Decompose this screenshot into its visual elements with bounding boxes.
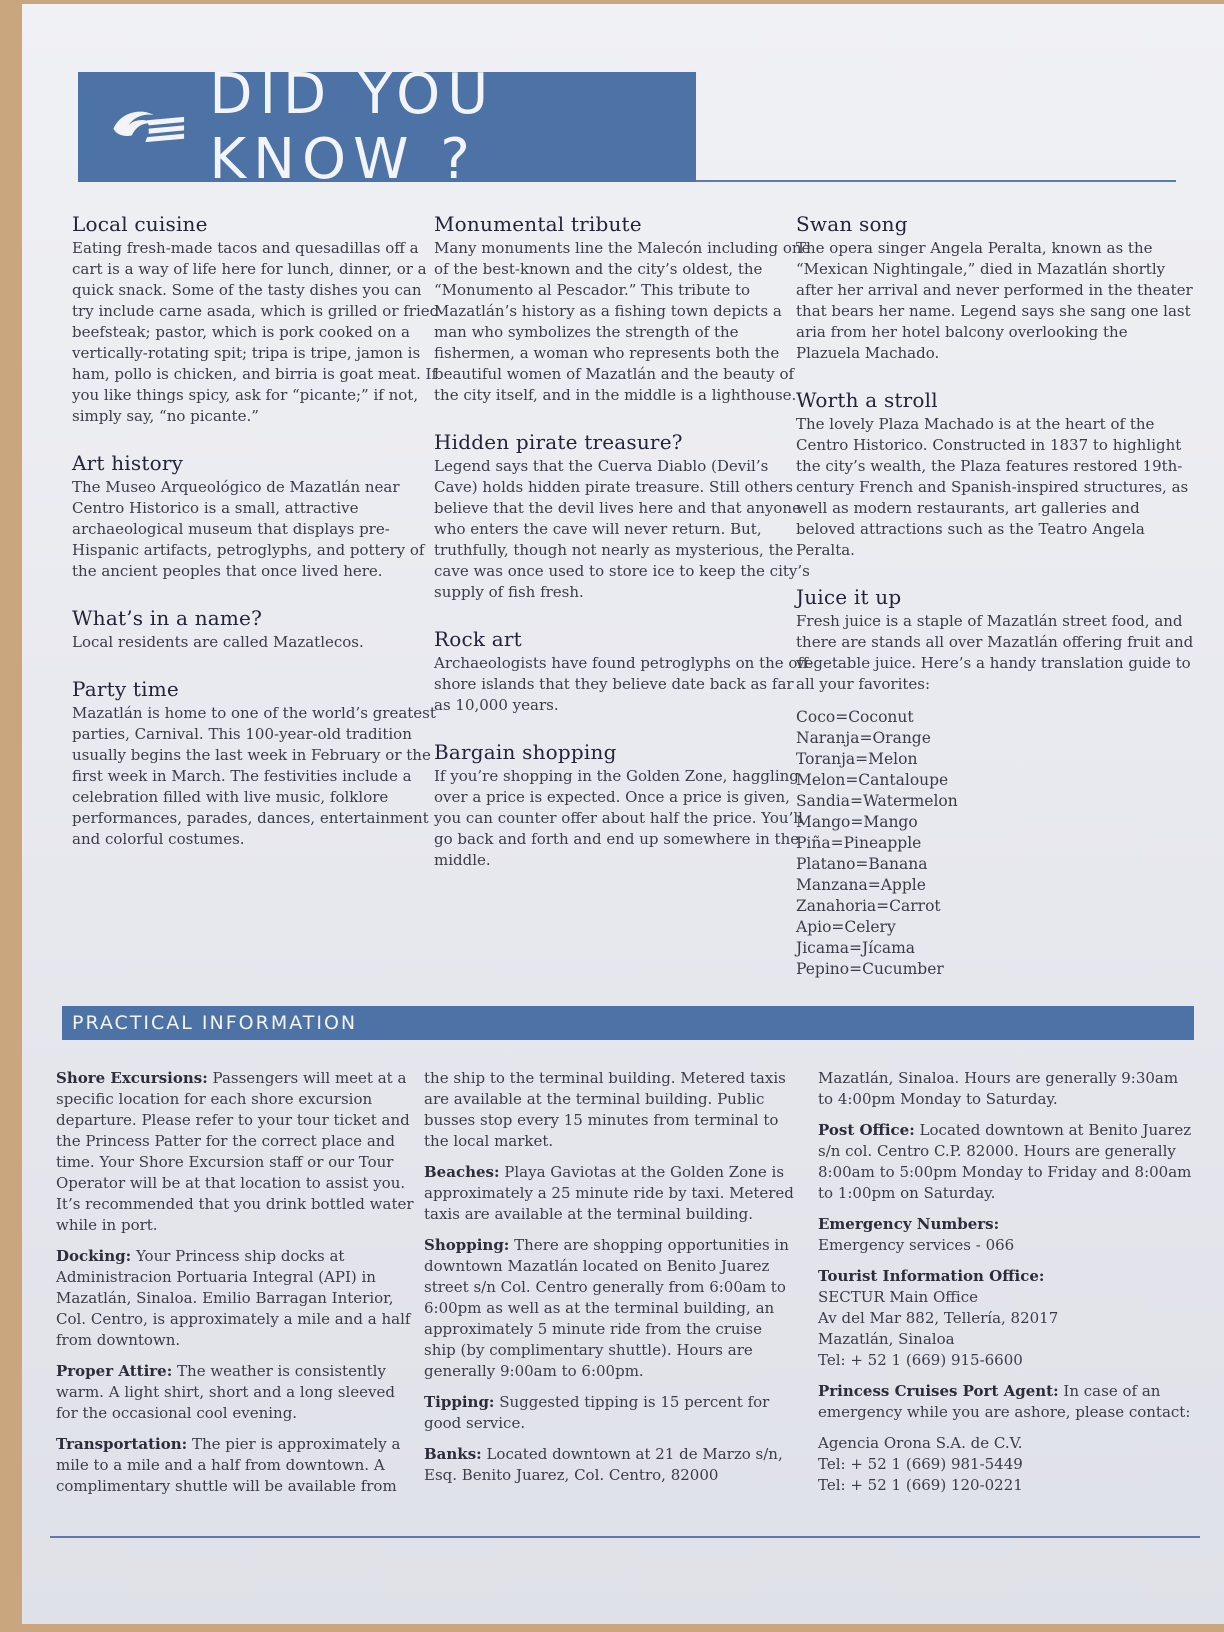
item-text: The pier is approximately a mile to a mile and a half from downtown. A complimentary shuttle will be available from xyxy=(56,1435,401,1495)
item-text: Your Princess ship docks at Administracion Portuaria Integral (API) in Mazatlán, Sinaloa. Emilio Barragan Interior, Col. Centro, is approximately a mile and a half from downtown. xyxy=(56,1247,411,1349)
section-monumental-tribute xyxy=(434,212,814,406)
section-heading: Rock art xyxy=(434,627,522,651)
practical-item-port-agent xyxy=(818,1381,1194,1496)
practical-information-bar xyxy=(62,1006,1194,1040)
section-heading: Juice it up xyxy=(796,585,902,609)
juice-translation-list xyxy=(796,707,1196,980)
list-item: Pepino=Cucumber xyxy=(796,960,944,978)
list-item: Sandia=Watermelon xyxy=(796,792,958,810)
item-text: Suggested tipping is 15 percent for good service. xyxy=(424,1393,770,1432)
practical-item xyxy=(56,1068,421,1236)
practical-item xyxy=(56,1361,421,1424)
list-item: Manzana=Apple xyxy=(796,876,926,894)
item-text: Located downtown at 21 de Marzo s/n, Esq. Benito Juarez, Col. Centro, 82000 xyxy=(424,1445,783,1484)
section-heading: Bargain shopping xyxy=(434,740,617,764)
column-3 xyxy=(796,212,1196,1004)
section-heading: Worth a stroll xyxy=(796,388,938,412)
practical-column-3 xyxy=(818,1068,1194,1506)
section-whats-in-a-name xyxy=(72,606,447,653)
list-item: Coco=Coconut xyxy=(796,708,914,726)
item-label: Transportation: xyxy=(56,1435,188,1453)
practical-item xyxy=(818,1068,1194,1110)
item-text: Mazatlán, Sinaloa xyxy=(818,1330,955,1348)
item-text: Tel: + 52 1 (669) 981-5449 xyxy=(818,1455,1023,1473)
item-text: the ship to the terminal building. Metered taxis are available at the terminal building. Public busses stop every 15 minutes from terminal to the local market. xyxy=(424,1069,786,1150)
item-text: Tel: + 52 1 (669) 915-6600 xyxy=(818,1351,1023,1369)
practical-item xyxy=(424,1162,794,1225)
section-local-cuisine xyxy=(72,212,447,427)
item-text: Av del Mar 882, Tellería, 82017 xyxy=(818,1309,1059,1327)
banner-rule xyxy=(696,180,1176,182)
item-label: Beaches: xyxy=(424,1163,500,1181)
section-heading: Party time xyxy=(72,677,179,701)
section-body: Fresh juice is a staple of Mazatlán street food, and there are stands all over Mazatlán offering fruit and vegetable juice. Here’s a handy translation guide to all your favorites: xyxy=(796,612,1194,693)
item-label: Emergency Numbers: xyxy=(818,1215,1000,1233)
item-label: Post Office: xyxy=(818,1121,915,1139)
list-item: Piña=Pineapple xyxy=(796,834,922,852)
item-text: Passengers will meet at a specific location for each shore excursion departure. Please refer to your tour ticket and the Princess Patter for the correct place and time. Your Shore Excursion staff or our Tour Operator will be at that location to assist you. It’s recommended that you drink bottled water while in port. xyxy=(56,1069,414,1234)
item-text: Tel: + 52 1 (669) 120-0221 xyxy=(818,1476,1023,1494)
section-body: Legend says that the Cuerva Diablo (Devil’s Cave) holds hidden pirate treasure. Still others believe that the devil lives here and that anyone who enters the cave will never return. But, truthfully, though not nearly as mysterious, the cave was once used to store ice to keep the city’s supply of fish fresh. xyxy=(434,457,810,601)
item-text: In case of an emergency while you are ashore, please contact: xyxy=(818,1382,1191,1421)
section-rock-art xyxy=(434,627,814,716)
item-label: Proper Attire: xyxy=(56,1362,173,1380)
item-text: Mazatlán, Sinaloa. Hours are generally 9:30am to 4:00pm Monday to Saturday. xyxy=(818,1069,1179,1108)
section-body: Local residents are called Mazatlecos. xyxy=(72,633,364,651)
column-2 xyxy=(434,212,814,895)
section-party-time xyxy=(72,677,447,850)
section-heading: Local cuisine xyxy=(72,212,208,236)
section-hidden-pirate-treasure xyxy=(434,430,814,603)
practical-column-1 xyxy=(56,1068,421,1507)
section-body: Eating fresh-made tacos and quesadillas off a cart is a way of life here for lunch, dinner, or a quick snack. Some of the tasty dishes you can try include carne asada, which is grilled or fried beefsteak; pastor, which is pork cooked on a vertically-rotating spit; tripa is tripe, jamon is ham, pollo is chicken, and birria is goat meat. If you like things spicy, ask for “picante;” if not, simply say, “no picante.” xyxy=(72,239,440,425)
list-item: Toranja=Melon xyxy=(796,750,918,768)
item-text: Playa Gaviotas at the Golden Zone is approximately a 25 minute ride by taxi. Metered taxis are available at the terminal building. xyxy=(424,1163,794,1223)
item-label: Princess Cruises Port Agent: xyxy=(818,1382,1059,1400)
item-label: Tipping: xyxy=(424,1393,495,1411)
section-worth-a-stroll xyxy=(796,388,1196,561)
section-bargain-shopping xyxy=(434,740,814,871)
practical-item-tourist-office xyxy=(818,1266,1194,1371)
did-you-know-banner xyxy=(78,62,696,192)
list-item: Platano=Banana xyxy=(796,855,928,873)
item-text: Located downtown at Benito Juarez s/n col. Centro C.P. 82000. Hours are generally 8:00am to 5:00pm Monday to Friday and 8:00am to 1:00pm on Saturday. xyxy=(818,1121,1192,1202)
practical-item xyxy=(424,1235,794,1382)
section-body: Mazatlán is home to one of the world’s greatest parties, Carnival. This 100-year-old tradition usually begins the last week in February or the first week in March. The festivities include a celebration filled with live music, folklore performances, parades, dances, entertainment and colorful costumes. xyxy=(72,704,436,848)
practical-column-2 xyxy=(424,1068,794,1496)
bottom-rule xyxy=(50,1536,1200,1538)
list-item: Mango=Mango xyxy=(796,813,918,831)
princess-wave-logo-icon xyxy=(110,99,187,155)
section-heading: Hidden pirate treasure? xyxy=(434,430,683,454)
section-body: The Museo Arqueológico de Mazatlán near Centro Historico is a small, attractive archaeological museum that displays pre-Hispanic artifacts, petroglyphs, and pottery of the ancient peoples that once lived here. xyxy=(72,478,425,580)
banner-title: DID YOU KNOW ? xyxy=(209,62,496,192)
section-juice-it-up xyxy=(796,585,1196,980)
item-text: SECTUR Main Office xyxy=(818,1288,978,1306)
column-1 xyxy=(72,212,447,874)
list-item: Jicama=Jícama xyxy=(796,939,916,957)
section-swan-song xyxy=(796,212,1196,364)
practical-item xyxy=(424,1068,794,1152)
practical-item xyxy=(424,1444,794,1486)
item-label: Tourist Information Office: xyxy=(818,1267,1045,1285)
practical-information-title: PRACTICAL INFORMATION xyxy=(72,1012,358,1034)
section-body: Archaeologists have found petroglyphs on the off-shore islands that they believe date back as far as 10,000 years. xyxy=(434,654,813,714)
practical-item xyxy=(56,1246,421,1351)
section-body: The lovely Plaza Machado is at the heart of the Centro Historico. Constructed in 1837 to highlight the city’s wealth, the Plaza features restored 19th-century French and Spanish-inspired structures, as well as modern restaurants, art galleries and beloved attractions such as the Teatro Angela Peralta. xyxy=(796,415,1189,559)
list-item: Melon=Cantaloupe xyxy=(796,771,949,789)
section-heading: Monumental tribute xyxy=(434,212,642,236)
item-text: Agencia Orona S.A. de C.V. xyxy=(818,1434,1023,1452)
item-label: Shore Excursions: xyxy=(56,1069,208,1087)
list-item: Zanahoria=Carrot xyxy=(796,897,941,915)
item-label: Shopping: xyxy=(424,1236,510,1254)
section-heading: What’s in a name? xyxy=(72,606,263,630)
item-label: Banks: xyxy=(424,1445,482,1463)
item-text: There are shopping opportunities in downtown Mazatlán located on Benito Juarez street s/n Col. Centro generally from 6:00am to 6:00pm as well as at the terminal building, an approximately 5 minute ride from the cruise ship (by complimentary shuttle). Hours are generally 9:00am to 6:00pm. xyxy=(424,1236,789,1380)
practical-item-post-office xyxy=(818,1120,1194,1204)
practical-item xyxy=(56,1434,421,1497)
list-item: Apio=Celery xyxy=(796,918,896,936)
section-heading: Art history xyxy=(72,451,184,475)
list-item: Naranja=Orange xyxy=(796,729,931,747)
item-label: Docking: xyxy=(56,1247,132,1265)
practical-item-emergency xyxy=(818,1214,1194,1256)
section-body: Many monuments line the Malecón including one of the best-known and the city’s oldest, the “Monumento al Pescador.” This tribute to Mazatlán’s history as a fishing town depicts a man who symbolizes the strength of the fishermen, a woman who represents both the beautiful women of Mazatlán and the beauty of the city itself, and in the middle is a lighthouse. xyxy=(434,239,811,404)
section-body: The opera singer Angela Peralta, known as the “Mexican Nightingale,” died in Mazatlán shortly after her arrival and never performed in the theater that bears her name. Legend says she sang one last aria from her hotel balcony overlooking the Plazuela Machado. xyxy=(796,239,1193,362)
section-heading: Swan song xyxy=(796,212,908,236)
practical-item xyxy=(424,1392,794,1434)
item-text: Emergency services - 066 xyxy=(818,1236,1015,1254)
item-text: The weather is consistently warm. A light shirt, short and a long sleeved for the occasional cool evening. xyxy=(56,1362,395,1422)
section-body: If you’re shopping in the Golden Zone, haggling over a price is expected. Once a price is given, you can counter offer about half the price. You’ll go back and forth and end up somewhere in the middle. xyxy=(434,767,803,869)
section-art-history xyxy=(72,451,447,582)
